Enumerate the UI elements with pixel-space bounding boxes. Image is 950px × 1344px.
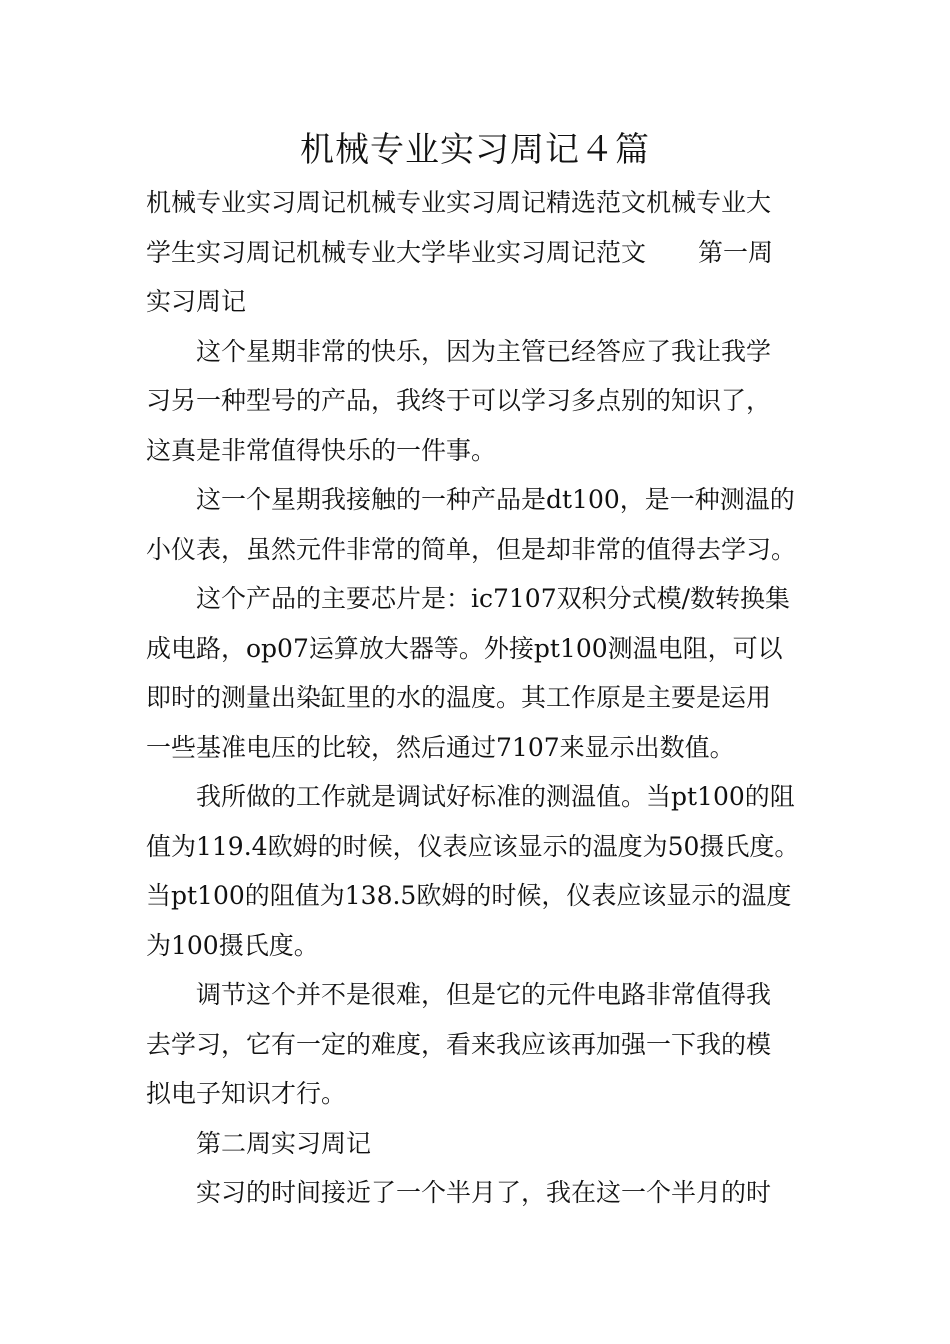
paragraph-line: 调节这个并不是很难，但是它的元件电路非常值得我: [196, 980, 772, 1009]
paragraph-line: 这真是非常值得快乐的一件事。: [146, 435, 497, 465]
paragraph-line: 小仪表，虽然元件非常的简单，但是却非常的值得去学习。: [146, 534, 797, 564]
paragraph-line: 这个产品的主要芯片是：ic7107双积分式模/数转换集: [196, 584, 791, 613]
paragraph-line: 去学习，它有一定的难度，看来我应该再加强一下我的模: [146, 1029, 772, 1059]
paragraph-line: 习另一种型号的产品，我终于可以学习多点别的知识了，: [146, 386, 772, 415]
intro-line: [146, 228, 836, 278]
intro-text: 学生实习周记机械专业大学毕业实习周记范文: [146, 237, 647, 267]
paragraph-line: 即时的测量出染缸里的水的温度。其工作原是主要是运用: [146, 683, 772, 712]
paragraph-line: 一些基准电压的比较，然后通过7107来显示出数值。: [146, 732, 735, 762]
paragraph-line: 拟电子知识才行。: [146, 1079, 347, 1108]
paragraph-line: 我所做的工作就是调试好标准的测温值。当pt100的阻: [196, 782, 795, 811]
document-body: [146, 178, 836, 1218]
intro-line: 机械专业实习周记机械专业实习周记精选范文机械专业大: [146, 188, 772, 217]
section-heading-week-one: 第一周: [698, 237, 774, 267]
document-title: 机械专业实习周记４篇: [300, 130, 650, 170]
paragraph-line: 实习的时间接近了一个半月了，我在这一个半月的时: [196, 1178, 772, 1207]
paragraph-line: 为100摄氏度。: [146, 930, 319, 960]
section-heading-week-two: 第二周实习周记: [196, 1128, 372, 1158]
paragraph-line: 这一个星期我接触的一种产品是dt100，是一种测温的: [196, 485, 795, 514]
paragraph-line: 这个星期非常的快乐，因为主管已经答应了我让我学: [196, 336, 772, 366]
paragraph-line: 成电路，op07运算放大器等。外接pt100测温电阻，可以: [146, 633, 783, 663]
intro-line: 实习周记: [146, 287, 247, 316]
paragraph-line: 值为119.4欧姆的时候，仪表应该显示的温度为50摄氏度。: [146, 831, 800, 861]
paragraph-line: 当pt100的阻值为138.5欧姆的时候，仪表应该显示的温度: [146, 881, 792, 910]
